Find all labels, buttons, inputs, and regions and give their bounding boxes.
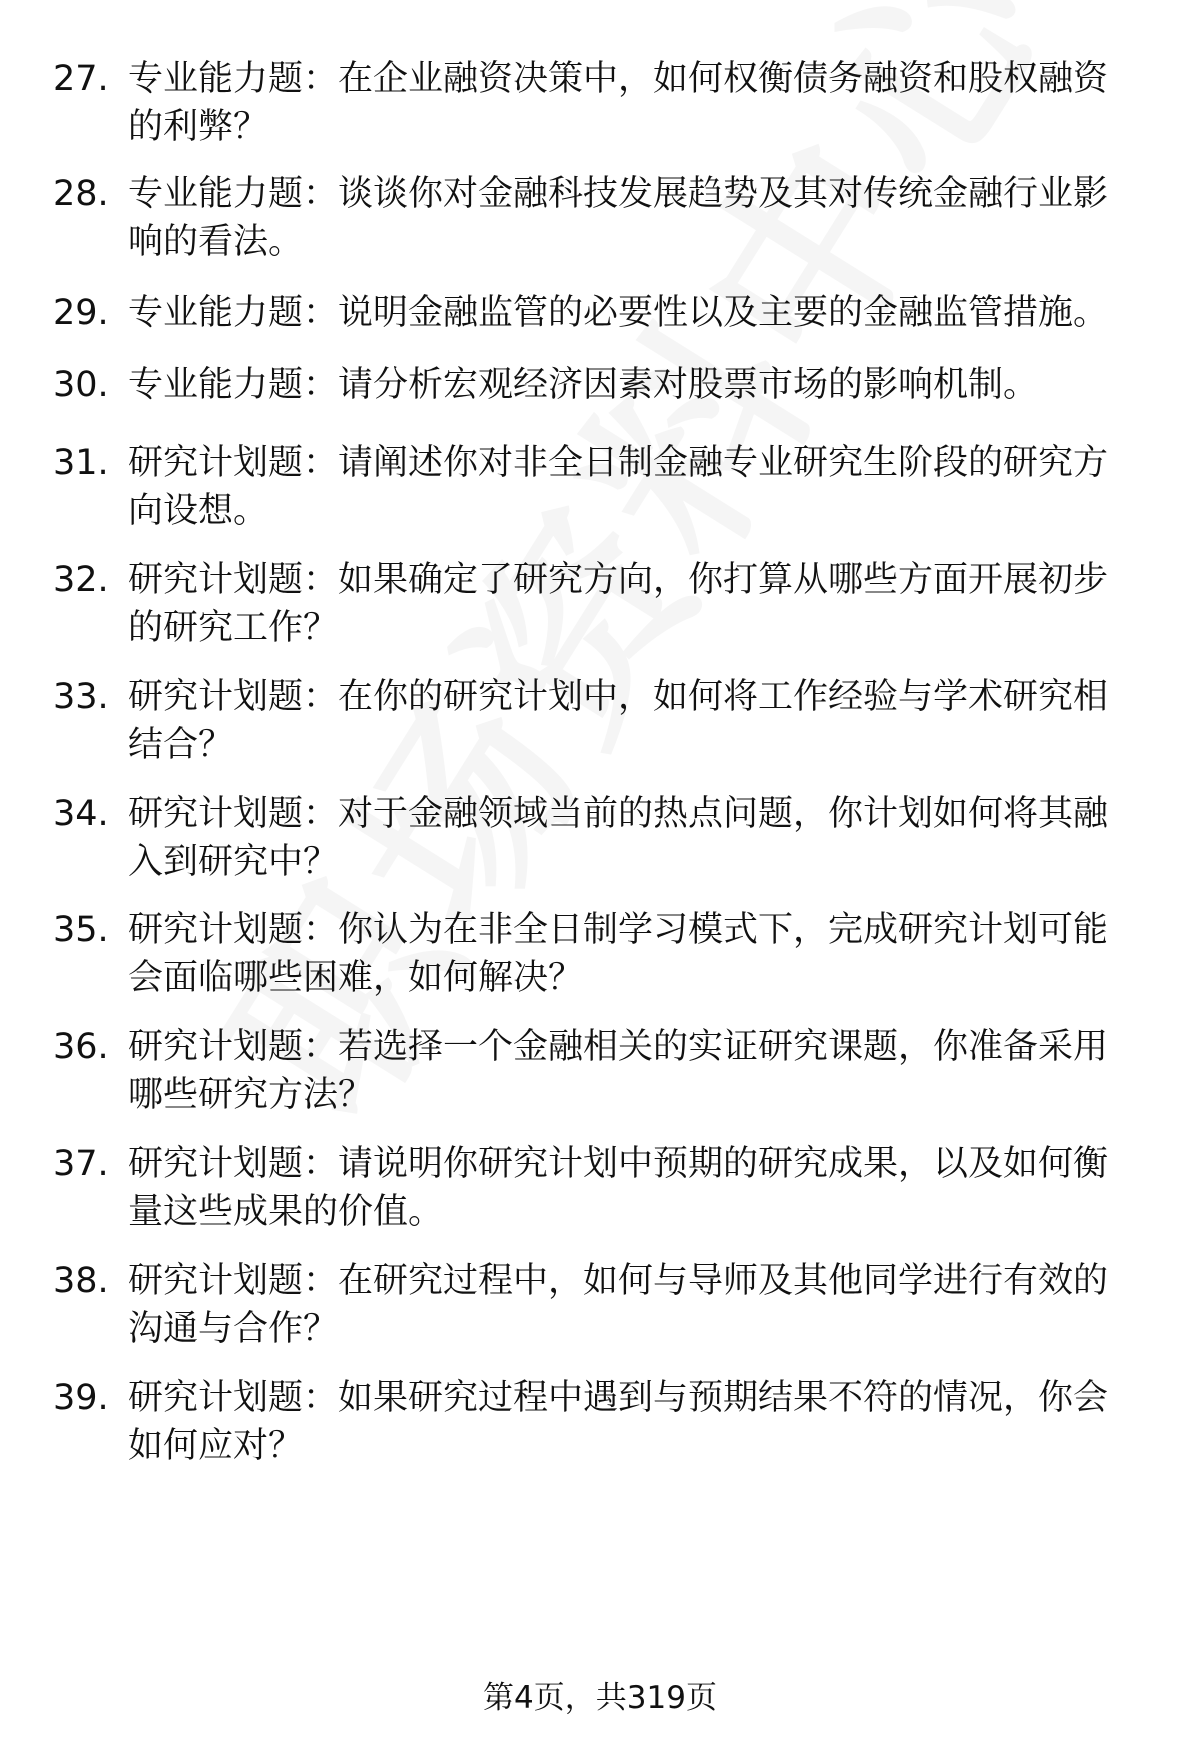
question-text: 专业能力题：说明金融监管的必要性以及主要的金融监管措施。 bbox=[128, 293, 1109, 333]
question-number: 34. bbox=[53, 794, 109, 834]
question-text: 研究计划题：如果研究过程中遇到与预期结果不符的情况，你会 如何应对？ bbox=[128, 1378, 1109, 1466]
question-text: 研究计划题：请阐述你对非全日制金融专业研究生阶段的研究方 向设想。 bbox=[128, 443, 1109, 531]
question-number: 37. bbox=[53, 1144, 109, 1184]
question-text: 研究计划题：你认为在非全日制学习模式下，完成研究计划可能 会面临哪些困难，如何解决？ bbox=[128, 910, 1109, 998]
question-text: 专业能力题：请分析宏观经济因素对股票市场的影响机制。 bbox=[128, 365, 1039, 405]
question-number: 39. bbox=[53, 1378, 109, 1418]
question-text: 研究计划题：在你的研究计划中，如何将工作经验与学术研究相 结合？ bbox=[128, 677, 1109, 765]
question-number: 35. bbox=[53, 910, 109, 950]
question-number: 29. bbox=[53, 293, 109, 333]
question-number: 33. bbox=[53, 677, 109, 717]
question-text: 研究计划题：在研究过程中，如何与导师及其他同学进行有效的 沟通与合作？ bbox=[128, 1261, 1109, 1349]
question-number: 36. bbox=[53, 1027, 109, 1067]
question-number: 31. bbox=[53, 443, 109, 483]
question-number: 38. bbox=[53, 1261, 109, 1301]
question-text: 专业能力题：谈谈你对金融科技发展趋势及其对传统金融行业影 响的看法。 bbox=[128, 174, 1109, 262]
page-number: 第4页，共319页 bbox=[483, 1680, 717, 1716]
question-number: 27. bbox=[53, 59, 109, 99]
question-text: 研究计划题：对于金融领域当前的热点问题，你计划如何将其融 入到研究中？ bbox=[128, 794, 1109, 882]
question-text: 研究计划题：请说明你研究计划中预期的研究成果，以及如何衡 量这些成果的价值。 bbox=[128, 1144, 1109, 1232]
question-number: 28. bbox=[53, 174, 109, 214]
question-number: 30. bbox=[53, 365, 109, 405]
question-text: 专业能力题：在企业融资决策中，如何权衡债务融资和股权融资 的利弊？ bbox=[128, 59, 1109, 147]
question-text: 研究计划题：如果确定了研究方向，你打算从哪些方面开展初步 的研究工作？ bbox=[128, 560, 1109, 648]
question-text: 研究计划题：若选择一个金融相关的实证研究课题，你准备采用 哪些研究方法？ bbox=[128, 1027, 1109, 1115]
question-number: 32. bbox=[53, 560, 109, 600]
